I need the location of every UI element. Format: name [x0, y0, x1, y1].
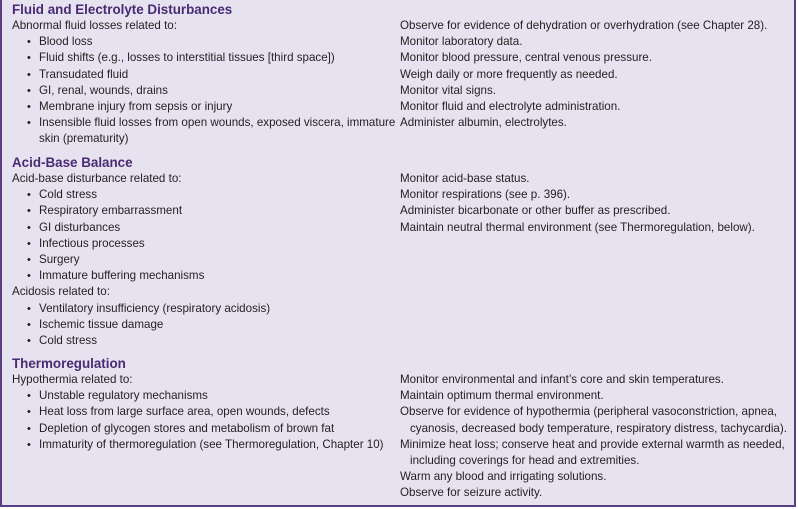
problem-item: • Ischemic tissue damage: [12, 317, 392, 333]
problem-item: • Insensible fluid losses from open wounds, exposed viscera, immature: [12, 115, 392, 131]
intervention-item: Monitor vital signs.: [400, 83, 497, 97]
problem-item: • Surgery: [12, 252, 392, 268]
intervention-item: Administer albumin, electrolytes.: [400, 116, 567, 130]
intervention-item: Maintain optimum thermal environment.: [400, 389, 604, 403]
intervention-item: Warm any blood and irrigating solutions.: [400, 470, 607, 484]
problem-item: • Depletion of glycogen stores and metabolism of brown fat: [12, 421, 392, 437]
section-title: Thermoregulation: [12, 356, 126, 371]
problem-heading: Acidosis related to:: [12, 285, 110, 299]
interventions-column: [400, 18, 792, 131]
interventions-column: [400, 171, 792, 236]
intervention-item: Maintain neutral thermal environment (see Thermoregulation, below).: [400, 220, 755, 234]
intervention-item: Weigh daily or more frequently as needed.: [400, 67, 618, 81]
problem-item: • GI disturbances: [12, 220, 392, 236]
problem-item: • Infectious processes: [12, 236, 392, 252]
intervention-item-continued: cyanosis, decreased body temperature, respiratory distress, tachycardia).: [410, 421, 787, 435]
intervention-item: Monitor respirations (see p. 396).: [400, 188, 571, 202]
section-title: Acid-Base Balance: [12, 155, 133, 170]
intervention-item: Monitor environmental and infant’s core and skin temperatures.: [400, 373, 724, 386]
intervention-item: Monitor fluid and electrolyte administration.: [400, 100, 621, 114]
intervention-item: Monitor laboratory data.: [400, 35, 523, 49]
intervention-item-continued: including coverings for head and extremities.: [410, 454, 640, 468]
problems-column: [12, 372, 392, 453]
problems-column: [12, 171, 392, 349]
intervention-item: Monitor blood pressure, central venous pressure.: [400, 51, 652, 65]
problem-item: • Cold stress: [12, 333, 392, 349]
intervention-item: Minimize heat loss; conserve heat and provide external warmth as needed,: [400, 437, 785, 451]
problem-item: • Heat loss from large surface area, open wounds, defects: [12, 404, 392, 420]
section-title: Fluid and Electrolyte Disturbances: [12, 2, 233, 17]
problem-item: • Respiratory embarrassment: [12, 203, 392, 219]
problem-item: • Transudated fluid: [12, 67, 392, 83]
problems-column: [12, 18, 396, 148]
problem-heading: Acid-base disturbance related to:: [12, 172, 182, 185]
problem-heading: Abnormal fluid losses related to:: [12, 19, 177, 32]
problem-heading: Hypothermia related to:: [12, 373, 133, 386]
problem-item: • Blood loss: [12, 34, 392, 50]
problem-item: • GI, renal, wounds, drains: [12, 83, 392, 99]
problem-item: • Membrane injury from sepsis or injury: [12, 99, 392, 115]
interventions-column: [400, 372, 792, 502]
problem-item: • Fluid shifts (e.g., losses to interstitial tissues [third space]): [12, 50, 392, 66]
intervention-item: Observe for seizure activity.: [400, 486, 543, 500]
problem-item-continued: skin (prematurity): [39, 132, 129, 146]
problem-item: • Immaturity of thermoregulation (see Thermoregulation, Chapter 10): [12, 437, 392, 453]
intervention-item: Administer bicarbonate or other buffer as prescribed.: [400, 204, 671, 218]
problem-item: • Immature buffering mechanisms: [12, 268, 392, 284]
problem-item: • Ventilatory insufficiency (respiratory acidosis): [12, 301, 392, 317]
intervention-item: Observe for evidence of dehydration or overhydration (see Chapter 28).: [400, 19, 768, 32]
problem-item: • Unstable regulatory mechanisms: [12, 388, 392, 404]
problem-item: • Cold stress: [12, 187, 392, 203]
intervention-item: Observe for evidence of hypothermia (peripheral vasoconstriction, apnea,: [400, 405, 778, 419]
intervention-item: Monitor acid-base status.: [400, 172, 530, 185]
